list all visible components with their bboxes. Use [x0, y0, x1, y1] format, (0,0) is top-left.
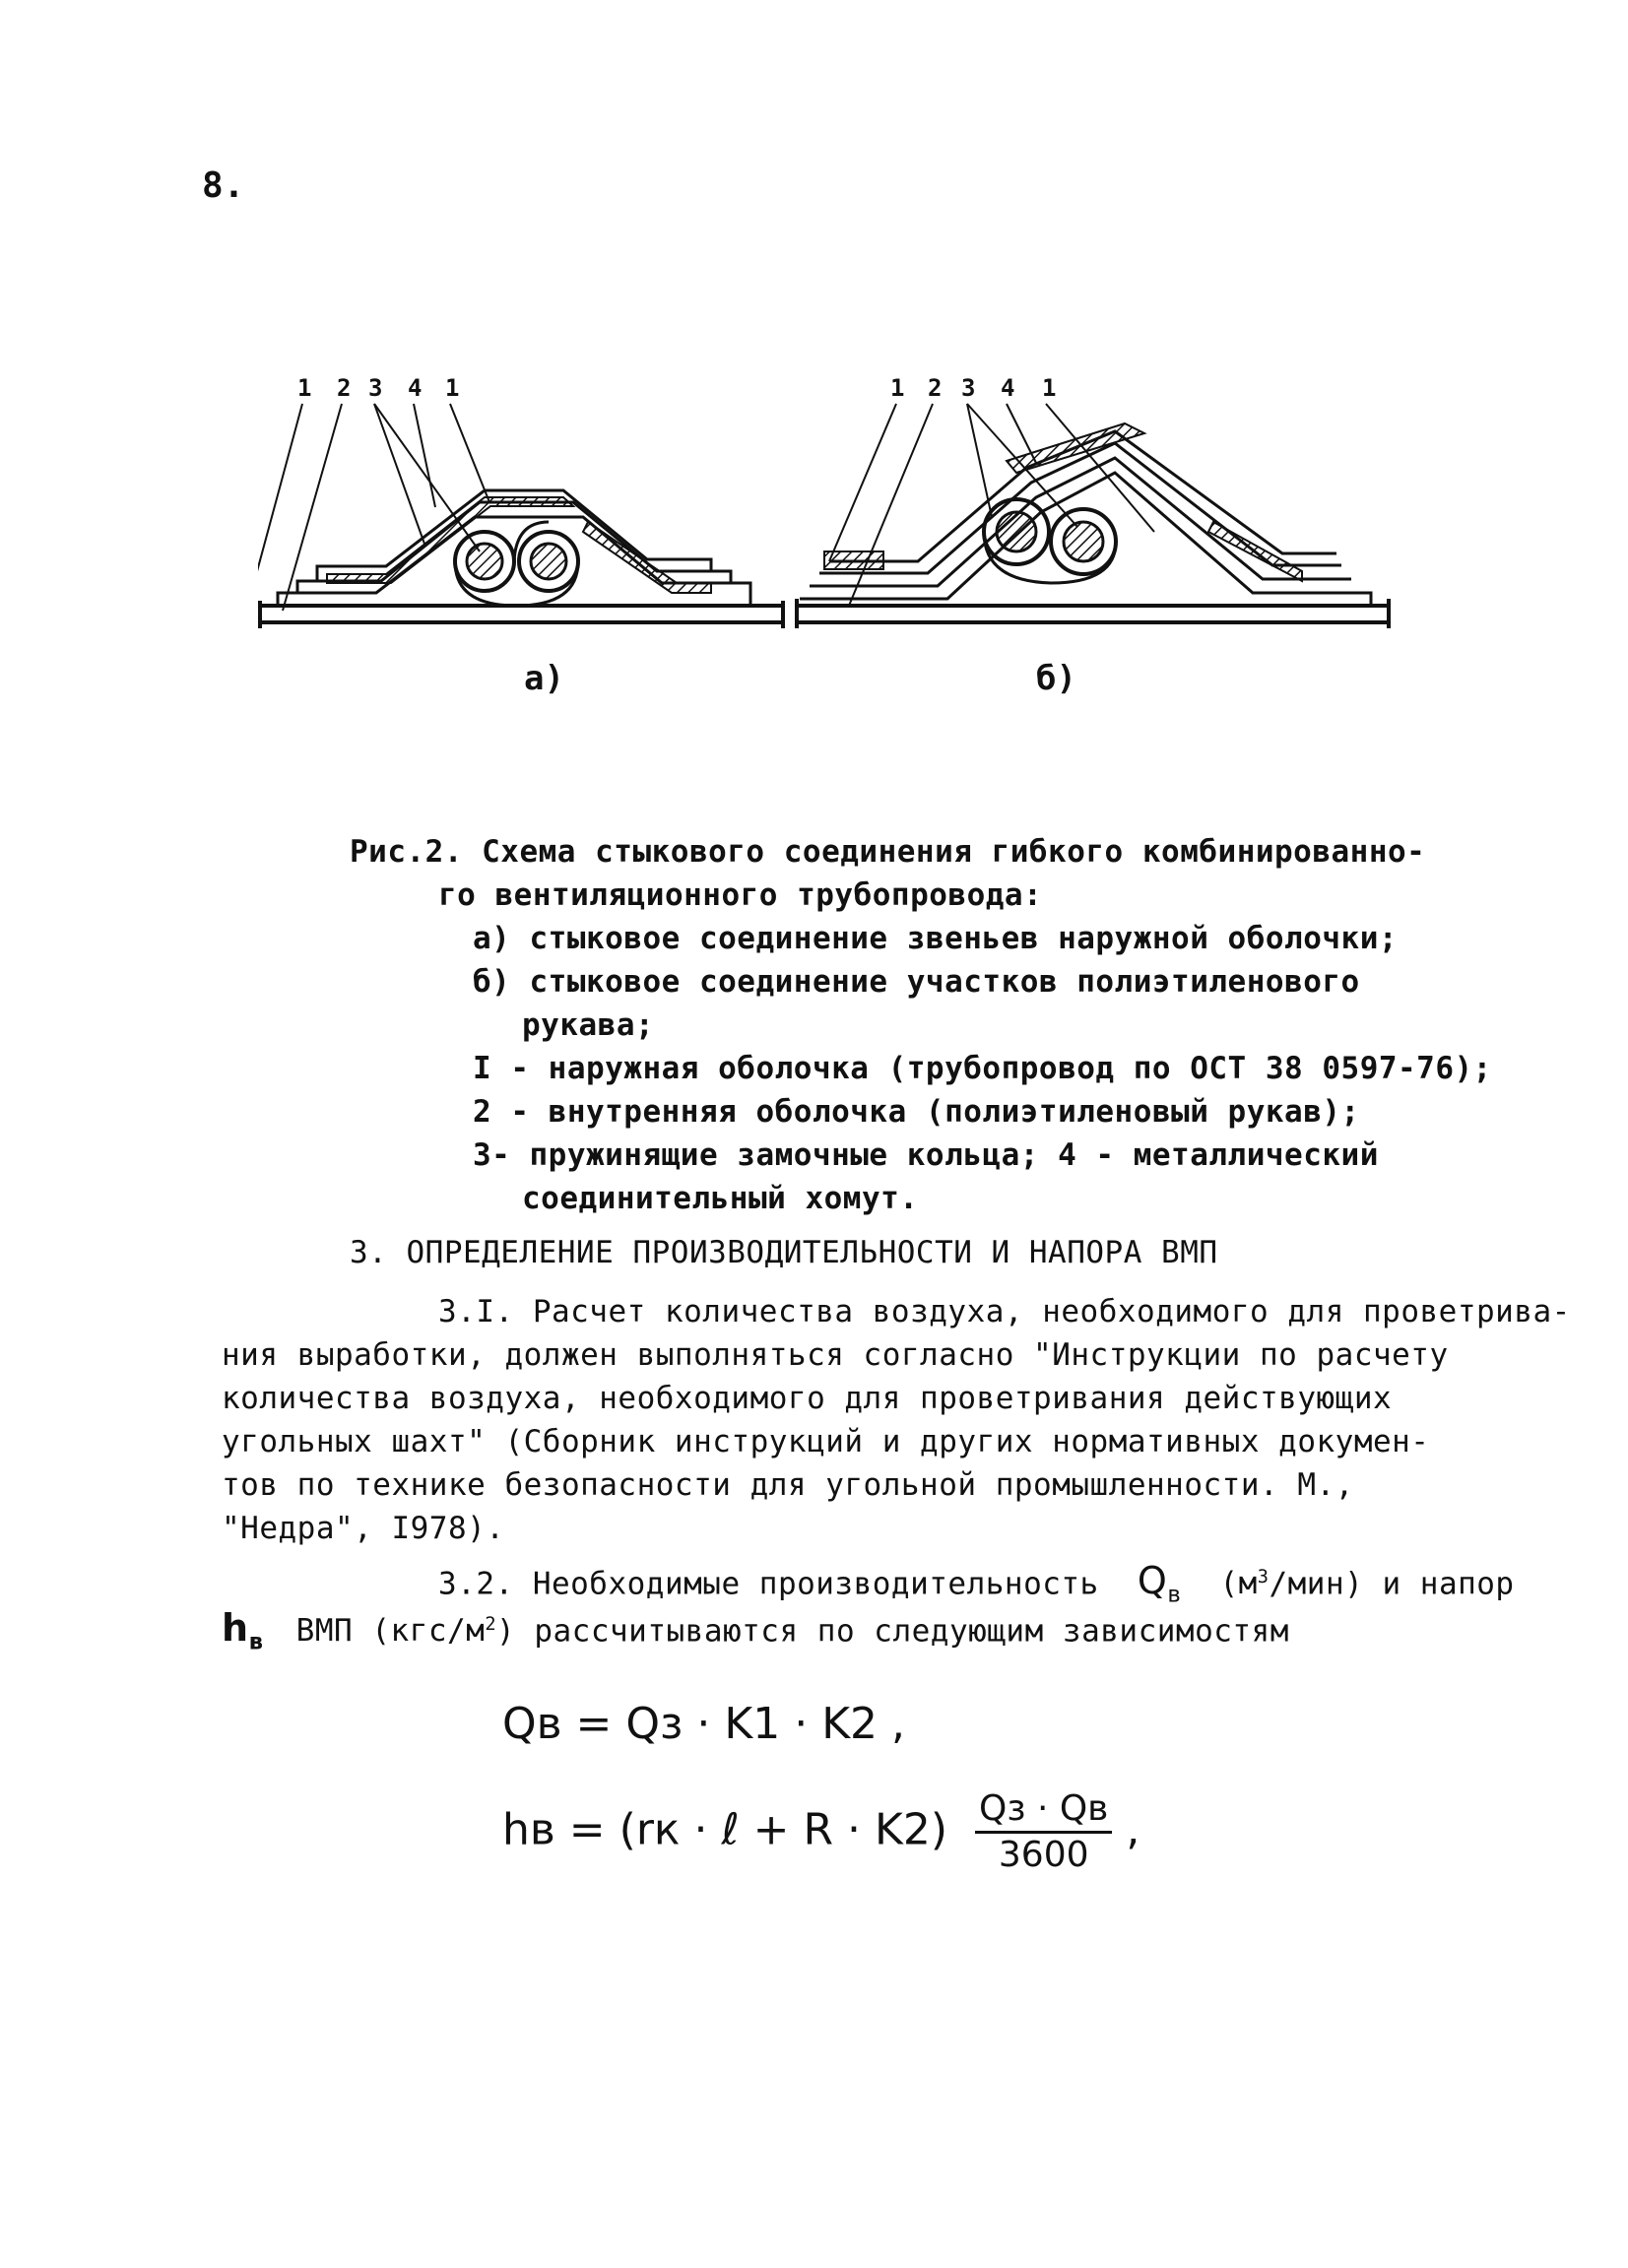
drawing-b — [795, 404, 1391, 628]
caption-line-2: го вентиляционного трубопровода: — [438, 877, 1043, 913]
fig-b-num-1: 1 — [890, 374, 905, 402]
symbol-h: h — [222, 1606, 249, 1651]
caption-line-6: I - наружная оболочка (трубопровод по ОСТ 38 0597-76); — [473, 1051, 1492, 1086]
joint-diagram-svg — [258, 364, 1391, 719]
fig-a-num-3: 3 — [368, 374, 383, 402]
fig-label-a: а) — [524, 659, 564, 698]
formula-2-numerator: Qз · Qв — [975, 1787, 1112, 1834]
p2-line-1-text-c: /мин) и напор — [1269, 1566, 1515, 1602]
symbol-q-sub: в — [1167, 1582, 1182, 1608]
fig-b-num-3: 3 — [961, 374, 976, 402]
p1-line-6: "Недра", I978). — [222, 1511, 505, 1546]
p2-line-1-sup: 3 — [1257, 1567, 1270, 1588]
section-heading: 3. ОПРЕДЕЛЕНИЕ ПРОИЗВОДИТЕЛЬНОСТИ И НАПОРА ВМП — [350, 1235, 1218, 1270]
formula-2-lhs: hв = (rк · ℓ + R · K2) — [502, 1804, 948, 1855]
caption-line-9: соединительный хомут. — [522, 1181, 919, 1216]
symbol-h-sub: в — [248, 1629, 264, 1655]
fig-label-b: б) — [1036, 659, 1076, 698]
fig-b-num-2: 2 — [928, 374, 943, 402]
caption-line-8: 3- пружинящие замочные кольца; 4 - металлический — [473, 1137, 1379, 1173]
caption-line-5: рукава; — [522, 1007, 655, 1043]
symbol-q-b — [1137, 1559, 1182, 1608]
formula-1: Qв = Qз · K1 · K2 , — [502, 1699, 906, 1749]
p2-line-2-text-b: ) рассчитываются по следующим зависимостям — [496, 1613, 1289, 1650]
page-number: 8. — [202, 165, 245, 206]
caption-line-1: Рис.2. Схема стыкового соединения гибкого комбинированно- — [350, 834, 1426, 870]
p1-line-4: угольных шахт" (Сборник инструкций и других нормативных докумен- — [222, 1424, 1430, 1459]
fig-a-num-2: 2 — [337, 374, 352, 402]
caption-line-7: 2 - внутренняя оболочка (полиэтиленовый рукав); — [473, 1094, 1360, 1130]
p1-line-1: 3.I. Расчет количества воздуха, необходимого для проветрива- — [438, 1294, 1571, 1329]
fig-b-num-5: 1 — [1042, 374, 1057, 402]
p2-line-1-text-b: (м — [1219, 1566, 1258, 1602]
formula-2-tail: , — [1126, 1804, 1140, 1855]
formula-2-denominator: 3600 — [998, 1835, 1089, 1875]
fig-b-num-4: 4 — [1001, 374, 1015, 402]
fig-a-num-4: 4 — [408, 374, 423, 402]
figure-joint-diagram — [258, 364, 1391, 719]
fig-a-num-5: 1 — [445, 374, 460, 402]
formula-2-fraction — [975, 1787, 1112, 1877]
fig-a-num-1: 1 — [297, 374, 312, 402]
caption-line-3: а) стыковое соединение звеньев наружной оболочки; — [473, 921, 1399, 956]
p1-line-2: ния выработки, должен выполняться согласно "Инструкции по расчету — [222, 1337, 1449, 1373]
p1-line-5: тов по технике безопасности для угольной промышленности. М., — [222, 1467, 1354, 1503]
symbol-h-b — [222, 1606, 264, 1655]
formula-2 — [502, 1787, 1140, 1877]
p1-line-3: количества воздуха, необходимого для проветривания действующих — [222, 1381, 1393, 1416]
p2-line-1-text-a: 3.2. Необходимые производительность — [438, 1566, 1099, 1602]
symbol-q: Q — [1137, 1559, 1168, 1603]
p2-line-2-text-a: ВМП (кгс/м — [295, 1613, 486, 1650]
p2-line-2-sup: 2 — [485, 1614, 497, 1635]
p2-line-2 — [222, 1603, 1289, 1664]
caption-line-4: б) стыковое соединение участков полиэтиленового — [473, 964, 1360, 1000]
drawing-a — [258, 404, 785, 628]
